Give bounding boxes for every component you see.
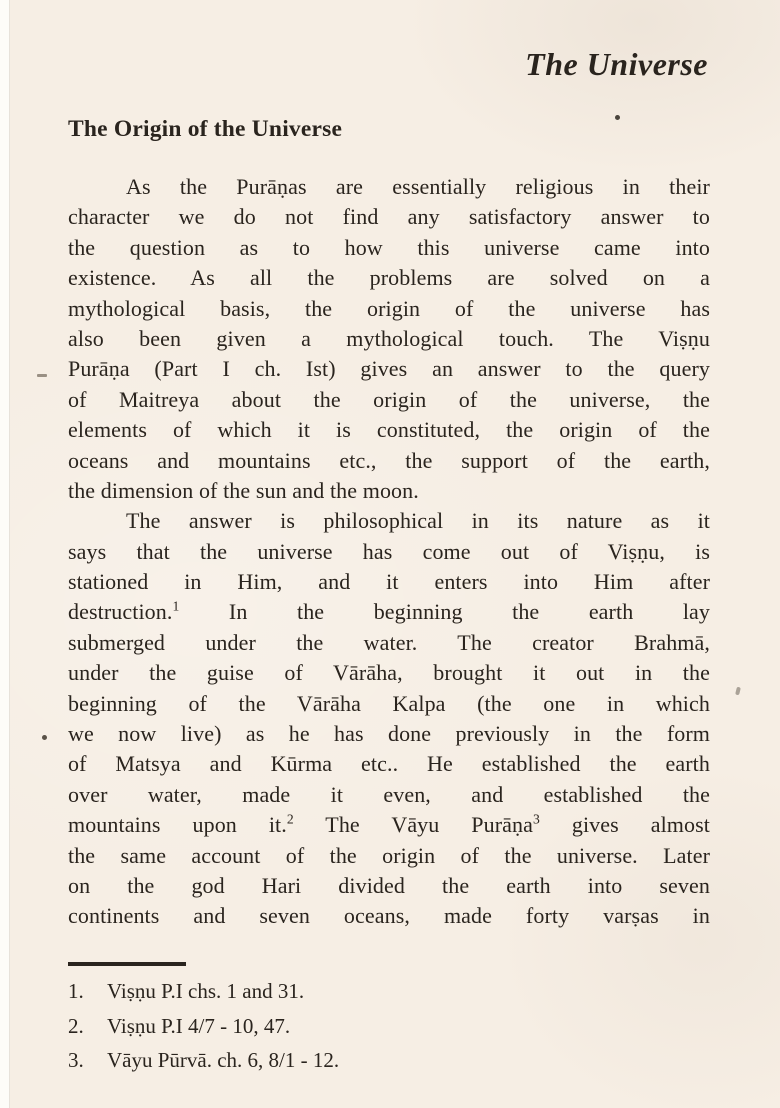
body-text-line: of Matsya and Kūrma etc.. He established the earth <box>68 751 710 777</box>
scan-edge-strip <box>0 0 10 1108</box>
body-text-line: stationed in Him, and it enters into Him after <box>68 569 710 595</box>
footnote-item <box>68 979 688 1014</box>
footnote-ref: 3 <box>533 811 540 827</box>
footnote-number: 1. <box>68 979 84 1003</box>
footnote-text: Vāyu Pūrvā. ch. 6, 8/1 - 12. <box>107 1048 340 1072</box>
footnote-item <box>68 1014 688 1049</box>
body-text-line: submerged under the water. The creator Brahmā, <box>68 629 710 655</box>
body-text <box>68 172 710 932</box>
scan-artifact-dot <box>615 115 620 120</box>
scan-artifact-bullet <box>42 735 47 740</box>
body-text-line: we now live) as he has done previously in the form <box>68 721 710 747</box>
scan-artifact-dash <box>37 374 47 377</box>
footnotes <box>68 979 688 1083</box>
section-heading: The Origin of the Universe <box>68 116 343 142</box>
footnote-rule <box>68 962 186 966</box>
footnote-text: Viṣṇu P.I 4/7 - 10, 47. <box>107 1013 291 1038</box>
body-text-line: of Maitreya about the origin of the universe, the <box>68 386 710 412</box>
body-text-line: the question as to how this universe came into <box>68 234 710 260</box>
body-text-line: also been given a mythological touch. The Viṣṇu <box>68 325 710 351</box>
body-text-line: The answer is philosophical in its nature as it <box>126 508 710 534</box>
body-text-line: on the god Hari divided the earth into seven <box>68 872 710 898</box>
body-text-line: oceans and mountains etc., the support of the earth, <box>68 447 710 473</box>
body-text-line: As the Purāṇas are essentially religious in their <box>126 174 710 199</box>
body-text-line: Purāṇa (Part I ch. Ist) gives an answer to the query <box>68 356 710 382</box>
body-text-line: character we do not find any satisfactory answer to <box>68 204 710 230</box>
footnote-ref: 2 <box>286 811 294 827</box>
footnote-item <box>68 1048 688 1083</box>
body-text-line: existence. As all the problems are solved on a <box>68 265 710 291</box>
body-text-line: the same account of the origin of the universe. Later <box>68 842 710 868</box>
running-title: The Universe <box>525 46 708 82</box>
body-text-line: under the guise of Vārāha, brought it out in the <box>68 660 710 686</box>
footnote-text: Viṣṇu P.I chs. 1 and 31. <box>107 979 305 1003</box>
paragraph <box>68 506 710 931</box>
body-text-line: mountains upon it.$^2$ The Vāyu Purāṇa$^3$ gives almost <box>68 811 710 838</box>
body-text-line: mythological basis, the origin of the universe has <box>68 295 710 321</box>
body-text-line: the dimension of the sun and the moon. <box>68 477 419 503</box>
body-text-line: beginning of the Vārāha Kalpa (the one in which <box>68 690 710 716</box>
footnote-ref: 1 <box>172 599 180 615</box>
paragraph <box>68 172 710 506</box>
body-text-line: elements of which it is constituted, the origin of the <box>68 417 710 443</box>
scan-artifact-comma <box>735 687 741 696</box>
body-text-line: says that the universe has come out of Viṣṇu, is <box>68 538 710 564</box>
body-text-line: destruction.$^1$ In the beginning the earth lay <box>68 599 710 625</box>
footnote-number: 3. <box>68 1048 84 1072</box>
body-text-line: over water, made it even, and established the <box>68 781 710 807</box>
body-text-line: continents and seven oceans, made forty varṣas in <box>68 903 710 929</box>
footnote-number: 2. <box>68 1013 84 1038</box>
